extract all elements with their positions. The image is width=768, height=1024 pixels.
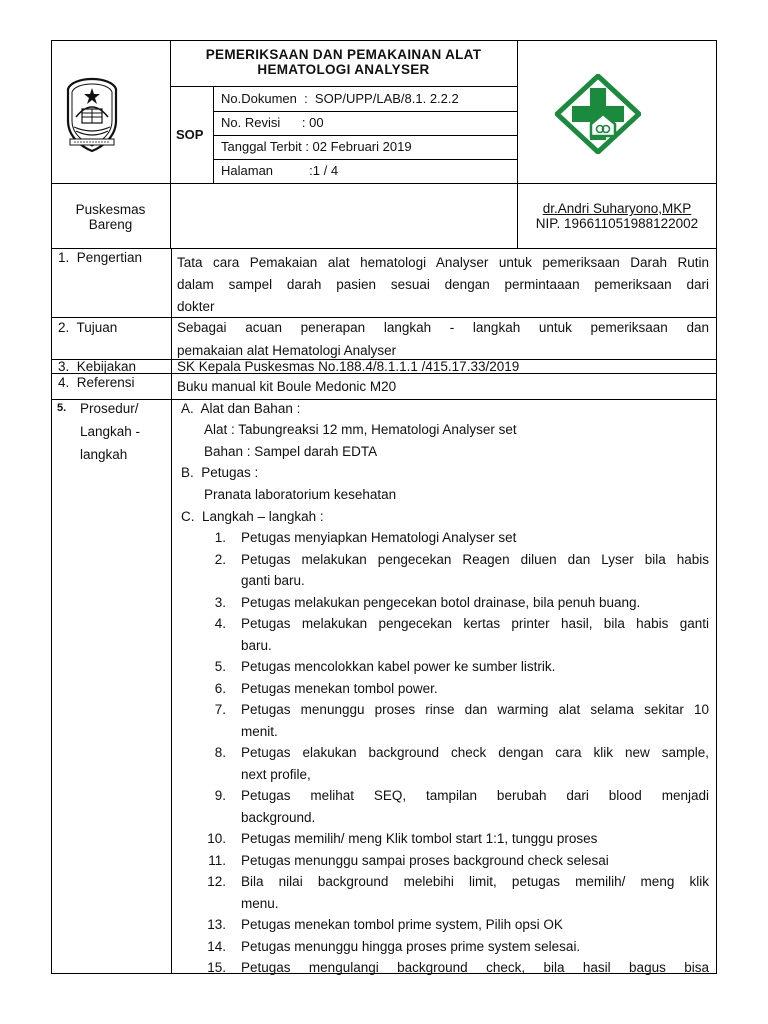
step-line: Petugas melihat SEQ, tampilan berubah dari blood menjadi (241, 788, 709, 803)
step-number: 3. (214, 594, 226, 610)
subsection-c-title: C. Langkah – langkah : (181, 509, 324, 524)
divider (213, 135, 517, 136)
step-line: Petugas memilih/ meng Klik tombol start 1:1, tunggu proses (241, 831, 598, 846)
meta-document-number: No.Dokumen : SOP/UPP/LAB/8.1. 2.2.2 (221, 91, 459, 106)
kebijakan-text: SK Kepala Puskesmas No.188.4/8.1.1.1 /415.17.33/2019 (177, 359, 520, 374)
section-number-prosedur: 5. (57, 402, 67, 414)
step-number: 6. (214, 680, 226, 696)
divider (171, 248, 172, 974)
step-line: Petugas melakukan pengecekan Reagen diluen dan Lyser bila habis (241, 551, 709, 567)
divider (213, 159, 517, 160)
section-label-prosedur: Langkah - (80, 424, 141, 439)
signer-nip: NIP. 196611051988122002 (535, 216, 699, 231)
step-number: 8. (214, 745, 226, 760)
divider (517, 40, 518, 184)
regency-crest-icon (62, 75, 122, 153)
step-number: 7. (214, 702, 226, 717)
subsection-a-title: A. Alat dan Bahan : (181, 401, 301, 416)
document-title-line2: HEMATOLOGI ANALYSER (257, 62, 430, 77)
section-label-prosedur: langkah (80, 447, 128, 462)
step-line: Petugas melakukan pengecekan botol drainase, bila penuh buang. (241, 594, 641, 610)
step-line: Petugas menyiapkan Hematologi Analyser set (241, 530, 517, 545)
step-line: background. (241, 809, 316, 825)
step-number: 12. (207, 874, 226, 889)
subsection-b-line: Pranata laboratorium kesehatan (204, 487, 397, 502)
section-label-kebijakan: 3. Kebijakan (58, 359, 137, 374)
step-line: next profile, (241, 766, 311, 782)
tujuan-line: Sebagai acuan penerapan langkah - langkah untuk pemeriksaan dan (177, 320, 709, 335)
step-number: 9. (214, 788, 226, 803)
step-line: Petugas menunggu hingga proses prime system selesai. (241, 938, 581, 954)
divider (51, 248, 717, 249)
sop-label: SOP (176, 127, 204, 142)
step-number: 11. (208, 852, 226, 868)
step-line: Petugas menekan tombol power. (241, 680, 438, 696)
step-line: menit. (241, 723, 278, 739)
puskesmas-logo-icon (555, 74, 641, 154)
step-number: 10. (207, 831, 226, 846)
step-line: Petugas menunggu proses rinse dan warming alat selama sekitar 10 (241, 702, 709, 717)
signer-name: dr.Andri Suharyono,MKP (542, 201, 692, 216)
subsection-b-title: B. Petugas : (181, 465, 259, 480)
divider (51, 183, 717, 184)
pengertian-line: dalam sampel darah pasien sesuai dengan permintaaan pemeriksaan dari (177, 277, 709, 292)
step-line: Petugas mencolokkan kabel power ke sumber listrik. (241, 659, 556, 674)
meta-issue-date: Tanggal Terbit : 02 Februari 2019 (221, 139, 412, 154)
step-line: ganti baru. (241, 573, 305, 588)
divider (213, 111, 517, 112)
step-number: 1. (214, 530, 226, 545)
divider (51, 399, 717, 400)
org-name-line1: Puskesmas (75, 202, 146, 217)
meta-revision: No. Revisi : 00 (221, 115, 324, 130)
meta-page: Halaman :1 / 4 (221, 163, 339, 178)
step-line: Petugas elakukan background check dengan cara klik new sample, (241, 745, 709, 760)
divider (170, 183, 171, 249)
document-title-line1: PEMERIKSAAN DAN PEMAKAINAN ALAT (205, 47, 482, 62)
step-line: Petugas melakukan pengecekan kertas printer hasil, bila habis ganti (241, 616, 709, 631)
step-line: menu. (241, 895, 279, 911)
section-label-referensi: 4. Referensi (58, 375, 135, 390)
tujuan-line: pemakaian alat Hematologi Analyser (177, 343, 397, 358)
section-label-pengertian: 1. Pengertian (58, 250, 143, 265)
step-number: 2. (214, 551, 226, 567)
subsection-a-line: Bahan : Sampel darah EDTA (204, 444, 378, 459)
step-number: 4. (214, 616, 226, 631)
step-line: baru. (241, 637, 272, 653)
divider (170, 86, 517, 87)
step-line: Petugas mengulangi background check, bila hasil bagus bisa (241, 960, 709, 975)
org-name-line2: Bareng (88, 217, 133, 232)
section-label-tujuan: 2. Tujuan (58, 320, 118, 335)
pengertian-line: dokter (177, 299, 215, 314)
section-label-prosedur: Prosedur/ (80, 401, 139, 416)
step-number: 15. (207, 960, 226, 975)
step-line: Bila nilai background melebihi limit, petugas memilih/ meng klik (241, 874, 709, 889)
step-line: Petugas menunggu sampai proses background check selesai (241, 852, 609, 868)
step-number: 5. (214, 659, 226, 674)
step-number: 13. (207, 917, 226, 932)
step-line: Petugas menekan tombol prime system, Pilih opsi OK (241, 917, 563, 932)
step-number: 14. (207, 938, 226, 954)
pengertian-line: Tata cara Pemakaian alat hematologi Analyser untuk pemeriksaan Darah Rutin (177, 255, 709, 270)
subsection-a-line: Alat : Tabungreaksi 12 mm, Hematologi Analyser set (204, 422, 517, 437)
referensi-text: Buku manual kit Boule Medonic M20 (177, 379, 397, 394)
